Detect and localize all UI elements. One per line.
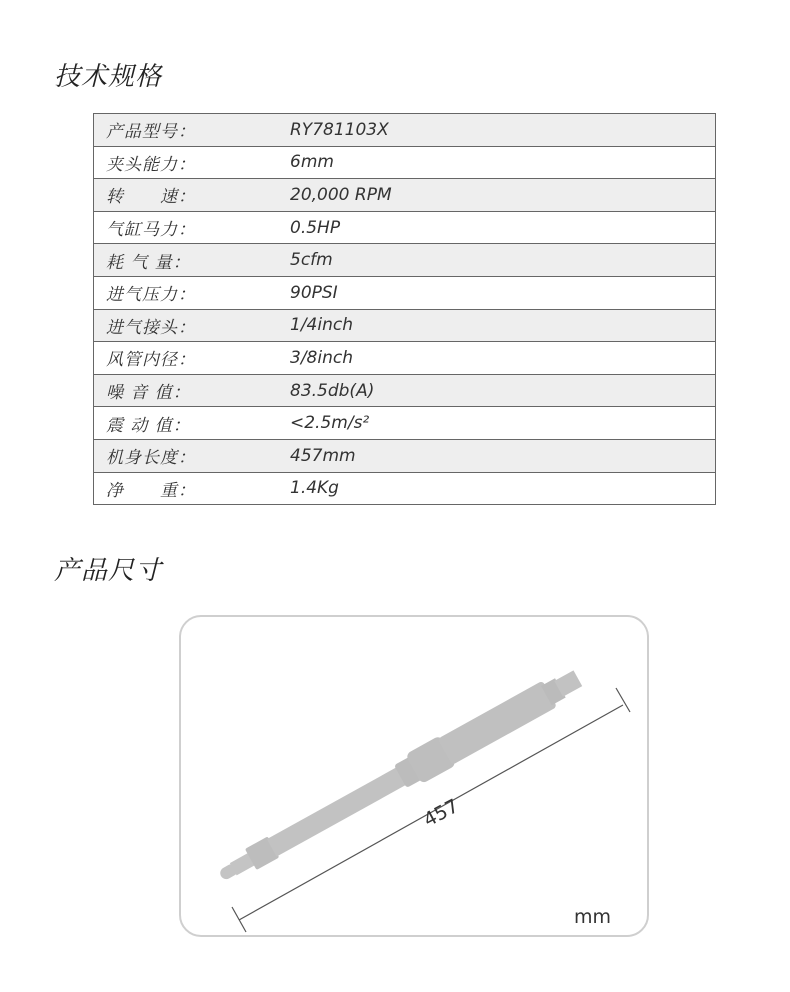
spec-value: 1/4inch [286,309,716,342]
spec-label: 耗 气 量： [94,244,287,277]
spec-label: 产品型号： [94,114,287,147]
spec-value: 90PSI [286,276,716,309]
spec-label: 进气压力： [94,276,287,309]
die-grinder-image [213,663,586,891]
spec-section-title: 技术规格 [54,62,163,92]
spec-label: 机身长度： [94,439,287,472]
unit-label: mm [574,906,612,928]
spec-value: <2.5m/s² [286,407,716,440]
spec-label: 噪 音 值： [94,374,287,407]
spec-label: 转 速： [94,179,287,212]
spec-value: RY781103X [286,114,716,147]
spec-value: 20,000 RPM [286,179,716,212]
spec-label: 夹头能力： [94,146,287,179]
spec-value: 6mm [286,146,716,179]
spec-value: 5cfm [286,244,716,277]
dimension-length-label: 457 [420,794,463,832]
spec-label: 进气接头： [94,309,287,342]
dimension-tick-left [232,907,246,932]
spec-label: 震 动 值： [94,407,287,440]
spec-value: 3/8inch [286,342,716,375]
spec-label: 风管内径： [94,342,287,375]
spec-value: 0.5HP [286,211,716,244]
spec-value: 457mm [286,439,716,472]
spec-label: 净 重： [94,472,287,505]
spec-label: 气缸马力： [94,211,287,244]
spec-value: 1.4Kg [286,472,716,505]
spec-value: 83.5db(A) [286,374,716,407]
dimension-section-title: 产品尺寸 [54,556,163,586]
